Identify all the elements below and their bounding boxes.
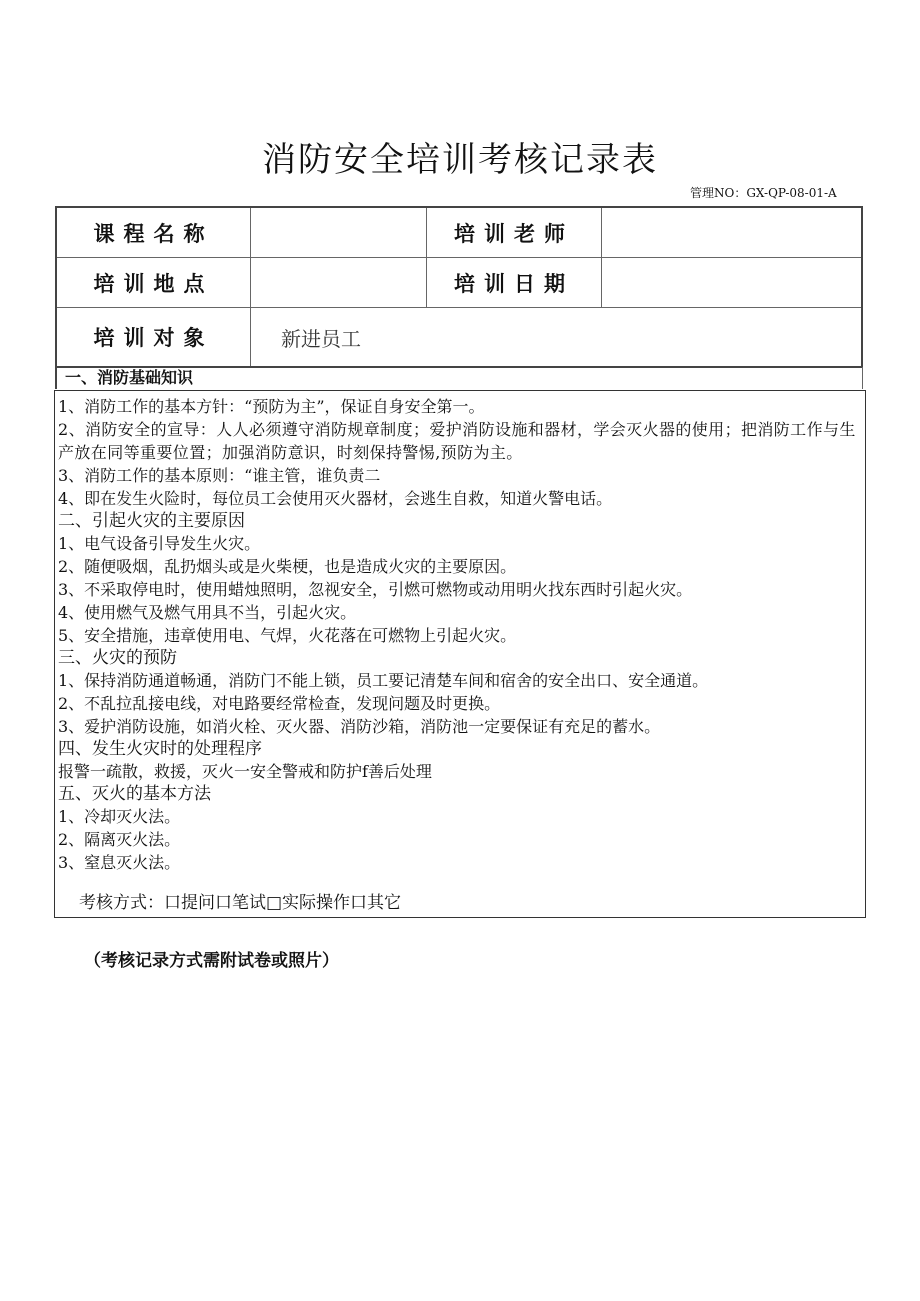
trainer-label: 培训老师 [427, 208, 602, 257]
training-place-field[interactable] [251, 258, 427, 307]
section-5-heading: 五、灭火的基本方法 [58, 784, 211, 804]
list-item: 2、隔离灭火法。 [58, 830, 181, 849]
section-4-heading: 四、发生火灾时的处理程序 [58, 739, 262, 759]
trainer-field[interactable] [602, 208, 861, 257]
list-item: 1、消防工作的基本方针：“预防为主”，保证自身安全第一。 [58, 397, 485, 416]
document-number: 管理NO：GX-QP-08-01-A [690, 186, 837, 200]
training-place-label: 培训地点 [57, 258, 251, 307]
training-content-box [54, 390, 866, 918]
list-item: 4、即在发生火险时，每位员工会使用灭火器材，会逃生自救，知道火警电话。 [58, 489, 613, 508]
list-item: 3、消防工作的基本原则：“谁主管，谁负责二 [58, 466, 381, 485]
header-row-course [57, 208, 861, 258]
course-name-field[interactable] [251, 208, 427, 257]
section-2-heading: 二、引起火灾的主要原因 [58, 511, 245, 531]
list-item: 1、冷却灭火法。 [58, 807, 181, 826]
list-item: 3、爱护消防设施，如消火栓、灭火器、消防沙箱，消防池一定要保证有充足的蓄水。 [58, 717, 661, 736]
list-item: 1、电气设备引导发生火灾。 [58, 534, 261, 553]
list-item: 4、使用燃气及燃气用具不当，引起火灾。 [58, 603, 357, 622]
header-table [55, 206, 863, 368]
audience-field[interactable]: 新进员工 [281, 326, 361, 351]
list-item: 2、消防安全的宣导：人人必须遵守消防规章制度；爱护消防设施和器材，学会灭火器的使用；把消防工作与生产放在同等重要位置；加强消防意识，时刻保持警惕,预防为主。 [58, 420, 856, 462]
header-row-audience [57, 308, 861, 366]
page-title: 消防安全培训考核记录表 [262, 140, 658, 180]
list-item: 1、保持消防通道畅通，消防门不能上锁，员工要记清楚车间和宿舍的安全出口、安全通道。 [58, 671, 709, 690]
list-item: 2、不乱拉乱接电线，对电路要经常检查，发现问题及时更换。 [58, 694, 501, 713]
footnote: （考核记录方式需附试卷或照片） [84, 951, 339, 971]
list-item: 2、随便吸烟，乱扔烟头或是火柴梗，也是造成火灾的主要原因。 [58, 557, 517, 576]
header-row-place [57, 258, 861, 308]
course-name-label: 课程名称 [57, 208, 251, 257]
list-item: 3、窒息灭火法。 [58, 853, 181, 872]
section-3-heading: 三、火灾的预防 [58, 648, 177, 668]
assessment-method: 考核方式：口提问口笔试□实际操作口其它 [79, 893, 402, 913]
procedure-text: 报警一疏散，救援，灭火一安全警戒和防护f善后处理 [58, 762, 432, 781]
list-item: 3、不采取停电时，使用蜡烛照明，忽视安全，引燃可燃物或动用明火找东西时引起火灾。 [58, 580, 693, 599]
section-1-heading: 一、消防基础知识 [55, 367, 863, 389]
list-item: 5、安全措施，违章使用电、气焊，火花落在可燃物上引起火灾。 [58, 626, 517, 645]
audience-label: 培训对象 [57, 308, 251, 366]
training-date-label: 培训日期 [427, 258, 602, 307]
training-date-field[interactable] [602, 258, 861, 307]
